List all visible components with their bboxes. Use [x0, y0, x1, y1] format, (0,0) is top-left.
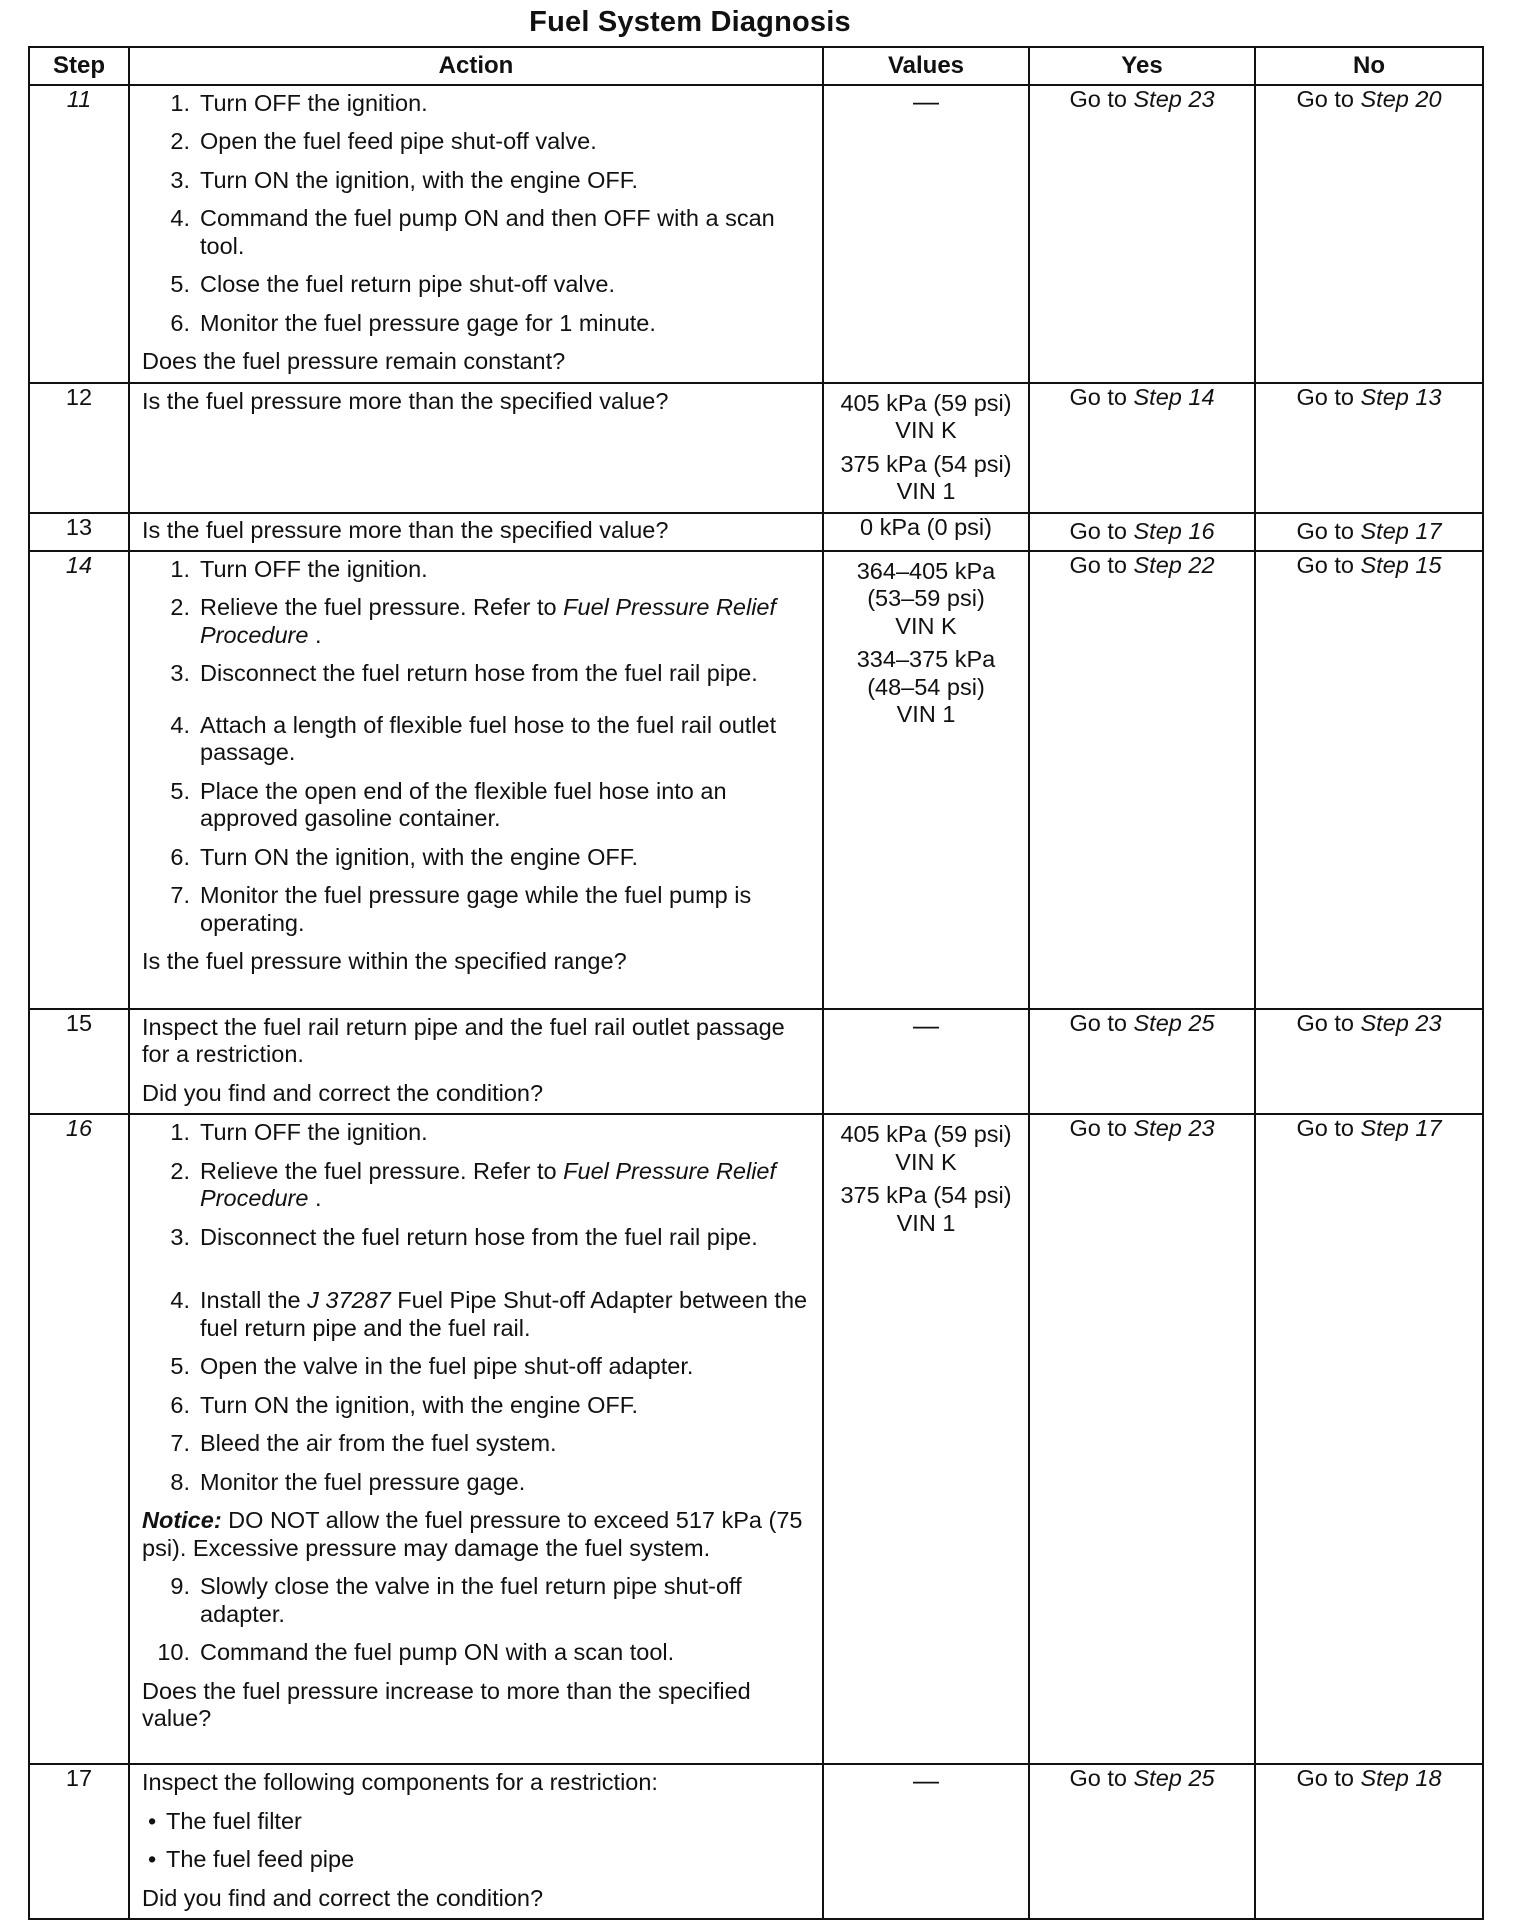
action-steps: [142, 1119, 814, 1496]
values-cell: —: [823, 1009, 1029, 1114]
list-item: 7. Monitor the fuel pressure gage while the fuel pump is operating.: [170, 882, 752, 936]
action-question: Does the fuel pressure increase to more than the specified value?: [142, 1677, 751, 1732]
list-item: 7. Bleed the air from the fuel system.: [170, 1430, 557, 1457]
action-text: Inspect the following components for a restriction:: [142, 1769, 658, 1796]
header-no: No: [1255, 47, 1483, 85]
table-row: [29, 551, 1483, 1009]
values-cell: 364–405 kPa (53–59 psi) VIN K 334–375 kPa (48–54 psi) VIN 1: [823, 551, 1029, 1009]
table-row: [29, 1764, 1483, 1919]
step-number: 16: [29, 1114, 129, 1764]
list-item: 1. Turn OFF the ignition.: [170, 1119, 428, 1146]
list-item: 2. Open the fuel feed pipe shut-off valve.: [170, 128, 597, 155]
no-cell: Go to Step 23: [1255, 1009, 1483, 1114]
no-cell: Go to Step 15: [1255, 551, 1483, 1009]
list-item: 5. Close the fuel return pipe shut-off valve.: [170, 271, 615, 298]
action-steps: [142, 556, 814, 937]
header-step: Step: [29, 47, 129, 85]
step-number: 13: [29, 513, 129, 551]
header-yes: Yes: [1029, 47, 1255, 85]
diagnosis-table: [28, 46, 1484, 1920]
list-item: 5. Place the open end of the flexible fuel hose into an approved gasoline container.: [170, 777, 727, 832]
list-item: 5. Open the valve in the fuel pipe shut-off adapter.: [170, 1353, 694, 1380]
action-question: Is the fuel pressure more than the specified value?: [142, 516, 669, 543]
list-item: • The fuel filter: [148, 1807, 302, 1834]
yes-cell: Go to Step 22: [1029, 551, 1255, 1009]
action-question: Does the fuel pressure remain constant?: [142, 348, 566, 375]
no-cell: Go to Step 18: [1255, 1764, 1483, 1919]
list-item: 8. Monitor the fuel pressure gage.: [170, 1468, 526, 1495]
action-text: Inspect the fuel rail return pipe and the fuel rail outlet passage for a restriction.: [142, 1013, 785, 1068]
no-cell: Go to Step 17: [1255, 513, 1483, 551]
action-question: Is the fuel pressure within the specified range?: [142, 948, 627, 975]
yes-cell: Go to Step 25: [1029, 1009, 1255, 1114]
list-item: 4. Command the fuel pump ON and then OFF with a scan tool.: [170, 205, 775, 259]
step-number: 12: [29, 383, 129, 513]
yes-cell: Go to Step 23: [1029, 1114, 1255, 1764]
list-item: 3. Disconnect the fuel return hose from the fuel rail pipe.: [170, 660, 758, 687]
table-row: [29, 513, 1483, 551]
list-item: 3. Disconnect the fuel return hose from the fuel rail pipe.: [170, 1223, 758, 1250]
list-item: 10. Command the fuel pump ON with a scan tool.: [157, 1639, 675, 1666]
list-item: 1. Turn OFF the ignition.: [170, 555, 428, 582]
action-question: Did you find and correct the condition?: [142, 1884, 544, 1911]
action-cell: [129, 85, 823, 383]
action-cell: [129, 1114, 823, 1764]
yes-cell: Go to Step 25: [1029, 1764, 1255, 1919]
header-values: Values: [823, 47, 1029, 85]
action-question: Did you find and correct the condition?: [142, 1079, 544, 1106]
yes-cell: Go to Step 23: [1029, 85, 1255, 383]
list-item: 3. Turn ON the ignition, with the engine OFF.: [170, 166, 639, 193]
action-cell: [129, 551, 823, 1009]
component-list: [142, 1808, 814, 1874]
action-steps-continued: [142, 1573, 814, 1666]
no-cell: Go to Step 13: [1255, 383, 1483, 513]
action-cell: [129, 1764, 823, 1919]
table-row: [29, 1114, 1483, 1764]
values-cell: —: [823, 1764, 1029, 1919]
values-cell: —: [823, 85, 1029, 383]
list-item: 6. Turn ON the ignition, with the engine OFF.: [170, 843, 639, 870]
list-item: 4. Attach a length of flexible fuel hose to the fuel rail outlet passage.: [170, 711, 777, 766]
notice-text: Notice: DO NOT allow the fuel pressure to exceed 517 kPa (75 psi). Excessive pressure may damage the fuel system.: [142, 1507, 803, 1561]
list-item: 6. Monitor the fuel pressure gage for 1 minute.: [170, 309, 656, 336]
table-row: [29, 383, 1483, 513]
list-item: 6. Turn ON the ignition, with the engine OFF.: [170, 1391, 639, 1418]
action-question: Is the fuel pressure more than the specified value?: [142, 387, 669, 414]
values-cell: 0 kPa (0 psi): [823, 513, 1029, 551]
action-steps: [142, 90, 814, 337]
list-item: 9. Slowly close the valve in the fuel return pipe shut-off adapter.: [170, 1573, 742, 1627]
no-cell: Go to Step 20: [1255, 85, 1483, 383]
step-number: 14: [29, 551, 129, 1009]
action-cell: [129, 1009, 823, 1114]
step-number: 17: [29, 1764, 129, 1919]
no-cell: Go to Step 17: [1255, 1114, 1483, 1764]
yes-cell: Go to Step 14: [1029, 383, 1255, 513]
values-cell: 405 kPa (59 psi) VIN K 375 kPa (54 psi) VIN 1: [823, 1114, 1029, 1764]
document-title: Fuel System Diagnosis: [529, 6, 851, 38]
list-item: 2. Relieve the fuel pressure. Refer to Fuel Pressure Relief Procedure .: [170, 594, 777, 648]
list-item: 4. Install the J 37287 Fuel Pipe Shut-off Adapter between the fuel return pipe and the fuel rail.: [170, 1287, 808, 1341]
yes-cell: Go to Step 16: [1029, 513, 1255, 551]
step-number: 15: [29, 1009, 129, 1114]
action-cell: [129, 383, 823, 513]
header-action: Action: [129, 47, 823, 85]
table-row: [29, 1009, 1483, 1114]
action-cell: [129, 513, 823, 551]
list-item: 1. Turn OFF the ignition.: [170, 90, 428, 116]
table-row: [29, 85, 1483, 383]
step-number: 11: [29, 85, 129, 383]
list-item: • The fuel feed pipe: [148, 1846, 355, 1873]
list-item: 2. Relieve the fuel pressure. Refer to Fuel Pressure Relief Procedure .: [170, 1157, 777, 1212]
values-cell: 405 kPa (59 psi) VIN K 375 kPa (54 psi) VIN 1: [823, 383, 1029, 513]
header-row: [29, 47, 1483, 85]
